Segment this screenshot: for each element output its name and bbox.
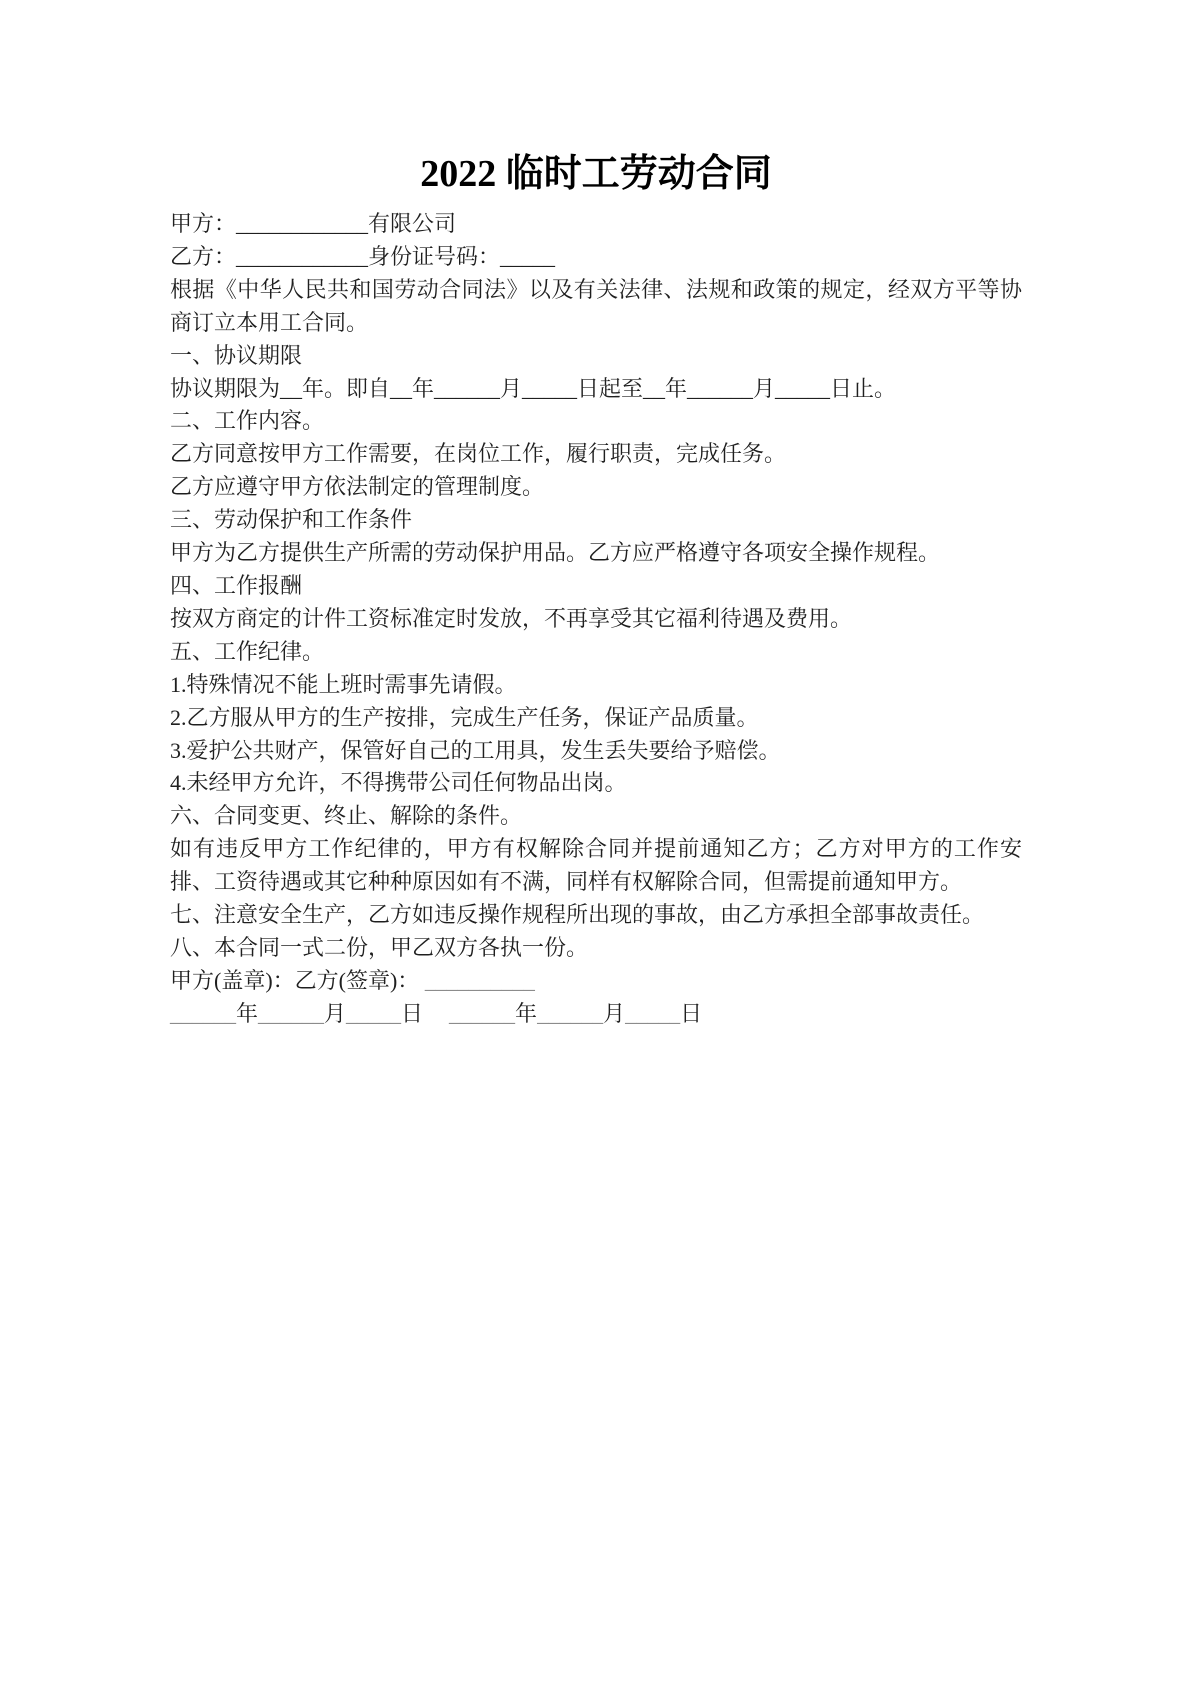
blank-underline: __________ [424,967,535,993]
line-text: 月 [603,1000,626,1026]
blank-gap [423,998,449,1031]
line-text: 月 [324,1000,347,1026]
contract-body [170,208,1022,1031]
section-5-item-3: 3.爱护公共财产，保管好自己的工用具，发生丢失要给予赔偿。 [170,737,781,763]
section-4-heading: 四、工作报酬 [170,572,303,598]
section-3-body: 甲方为乙方提供生产所需的劳动保护用品。乙方应严格遵守各项安全操作规程。 [170,540,941,566]
section-3-heading: 三、劳动保护和工作条件 [170,507,413,533]
blank-underline: ______ [258,1000,325,1026]
section-2-heading: 二、工作内容。 [170,408,325,434]
blank-underline: _____ [346,1000,402,1026]
blank-underline: ______ [170,1000,236,1026]
blank-underline: ______ [537,1000,604,1026]
section-1-body: 协议期限为__年。即自__年______月_____日起至__年______月_____日止。 [170,375,897,401]
section-8: 八、本合同一式二份，甲乙双方各执一份。 [170,934,589,960]
section-6-heading: 六、合同变更、终止、解除的条件。 [170,803,523,829]
section-2-body-2: 乙方应遵守甲方依法制定的管理制度。 [170,474,545,500]
line-text: 日 [680,1000,703,1026]
party-b-line: 乙方：____________身份证号码：_____ [170,243,556,269]
section-5-item-2: 2.乙方服从甲方的生产按排，完成生产任务，保证产品质量。 [170,704,759,730]
section-2-body-1: 乙方同意按甲方工作需要，在岗位工作，履行职责，完成任务。 [170,441,787,467]
line-text: 日 [401,1000,424,1026]
line-text: 年 [236,1000,259,1026]
preamble: 根据《中华人民共和国劳动合同法》以及有关法律、法规和政策的规定，经双方平等协商订立本用工合同。 [170,276,1022,335]
section-5-heading: 五、工作纪律。 [170,638,325,664]
section-1-heading: 一、协议期限 [170,342,303,368]
line-text: 甲方(盖章)：乙方(签章)： [170,967,425,993]
blank-underline: _____ [625,1000,681,1026]
date-line [170,998,1022,1031]
signature-line [170,965,1022,998]
section-5-item-1: 1.特殊情况不能上班时需事先请假。 [170,671,517,697]
party-a-line: 甲方：____________有限公司 [170,211,457,236]
section-6-body: 如有违反甲方工作纪律的，甲方有权解除合同并提前通知乙方；乙方对甲方的工作安排、工资待遇或其它种种原因如有不满，同样有权解除合同，但需提前通知甲方。 [170,836,1022,895]
blank-underline: ______ [449,1000,516,1026]
line-text: 年 [515,1000,538,1026]
section-5-item-4: 4.未经甲方允许，不得携带公司任何物品出岗。 [170,770,627,796]
section-7: 七、注意安全生产，乙方如违反操作规程所出现的事故，由乙方承担全部事故责任。 [170,902,985,928]
section-4-body: 按双方商定的计件工资标准定时发放，不再享受其它福利待遇及费用。 [170,605,853,631]
contract-title: 2022 临时工劳动合同 [420,153,772,195]
